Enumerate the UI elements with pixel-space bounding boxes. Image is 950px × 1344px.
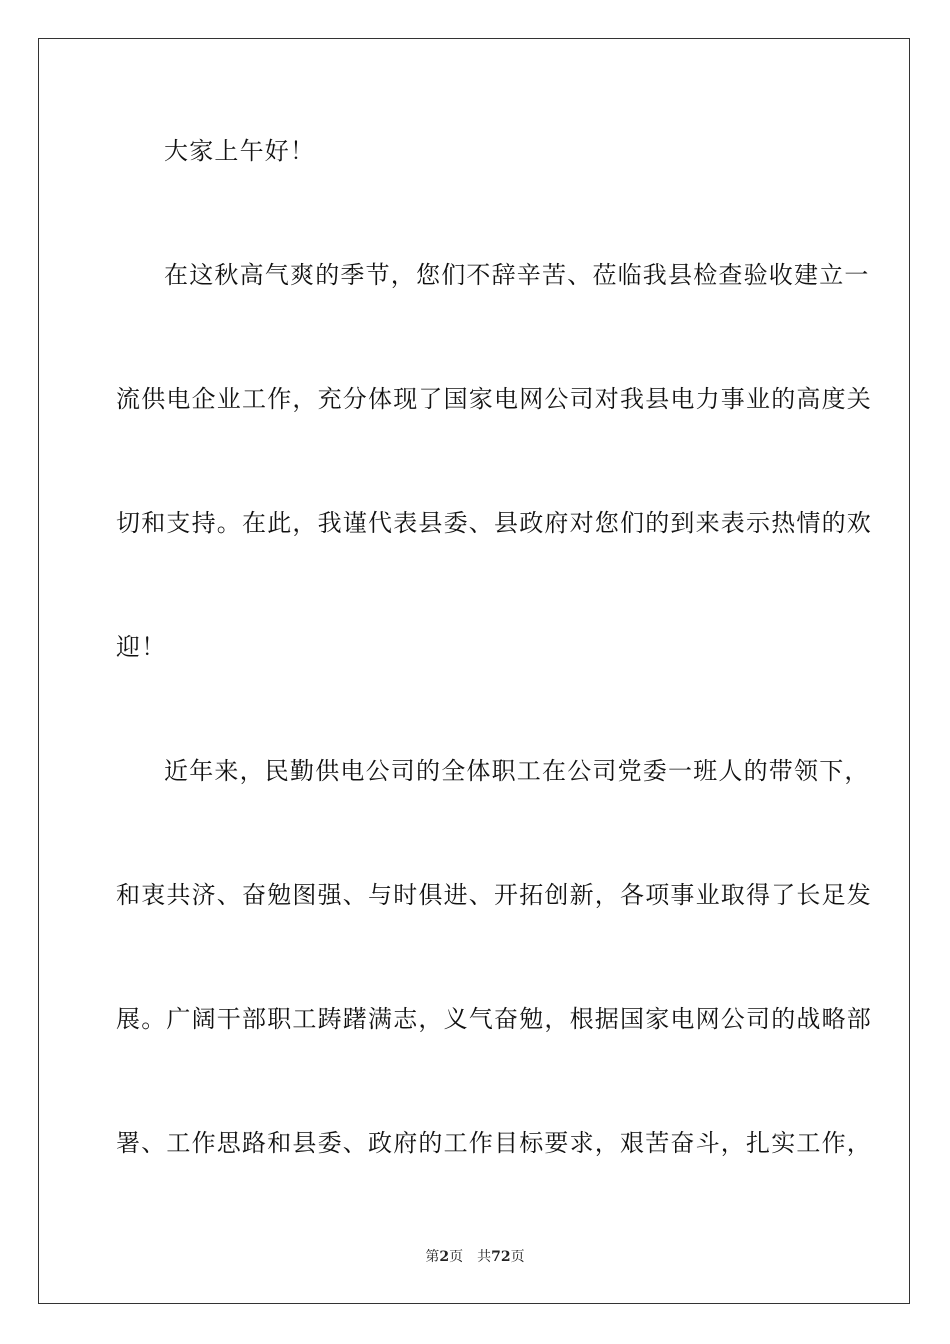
paragraph-line: 和衷共济、奋勉图强、与时俱进、开拓创新，各项事业取得了长足发 [116,881,872,909]
page-border [38,38,910,1304]
page-prefix: 第 [425,1249,440,1265]
total-prefix: 共 [477,1249,492,1265]
total-suffix: 页 [510,1249,525,1265]
greeting-line: 大家上午好！ [164,137,316,165]
page-suffix: 页 [449,1249,464,1265]
page-footer [0,1248,950,1266]
paragraph-line: 在这秋高气爽的季节，您们不辞辛苦、莅临我县检查验收建立一 [164,261,870,289]
paragraph-line: 流供电企业工作，充分体现了国家电网公司对我县电力事业的高度关 [116,385,872,413]
page-number: 2 [439,1249,450,1265]
paragraph-line: 展。广阔干部职工踌躇满志，义气奋勉，根据国家电网公司的战略部 [116,1005,872,1033]
paragraph-line: 切和支持。在此，我谨代表县委、县政府对您们的到来表示热情的欢 [116,509,872,537]
paragraph-line: 署、工作思路和县委、政府的工作目标要求，艰苦奋斗，扎实工作， [116,1129,872,1157]
paragraph-line: 近年来，民勤供电公司的全体职工在公司党委一班人的带领下， [164,757,870,785]
paragraph-line: 迎！ [116,633,167,661]
total-pages: 72 [491,1249,511,1265]
